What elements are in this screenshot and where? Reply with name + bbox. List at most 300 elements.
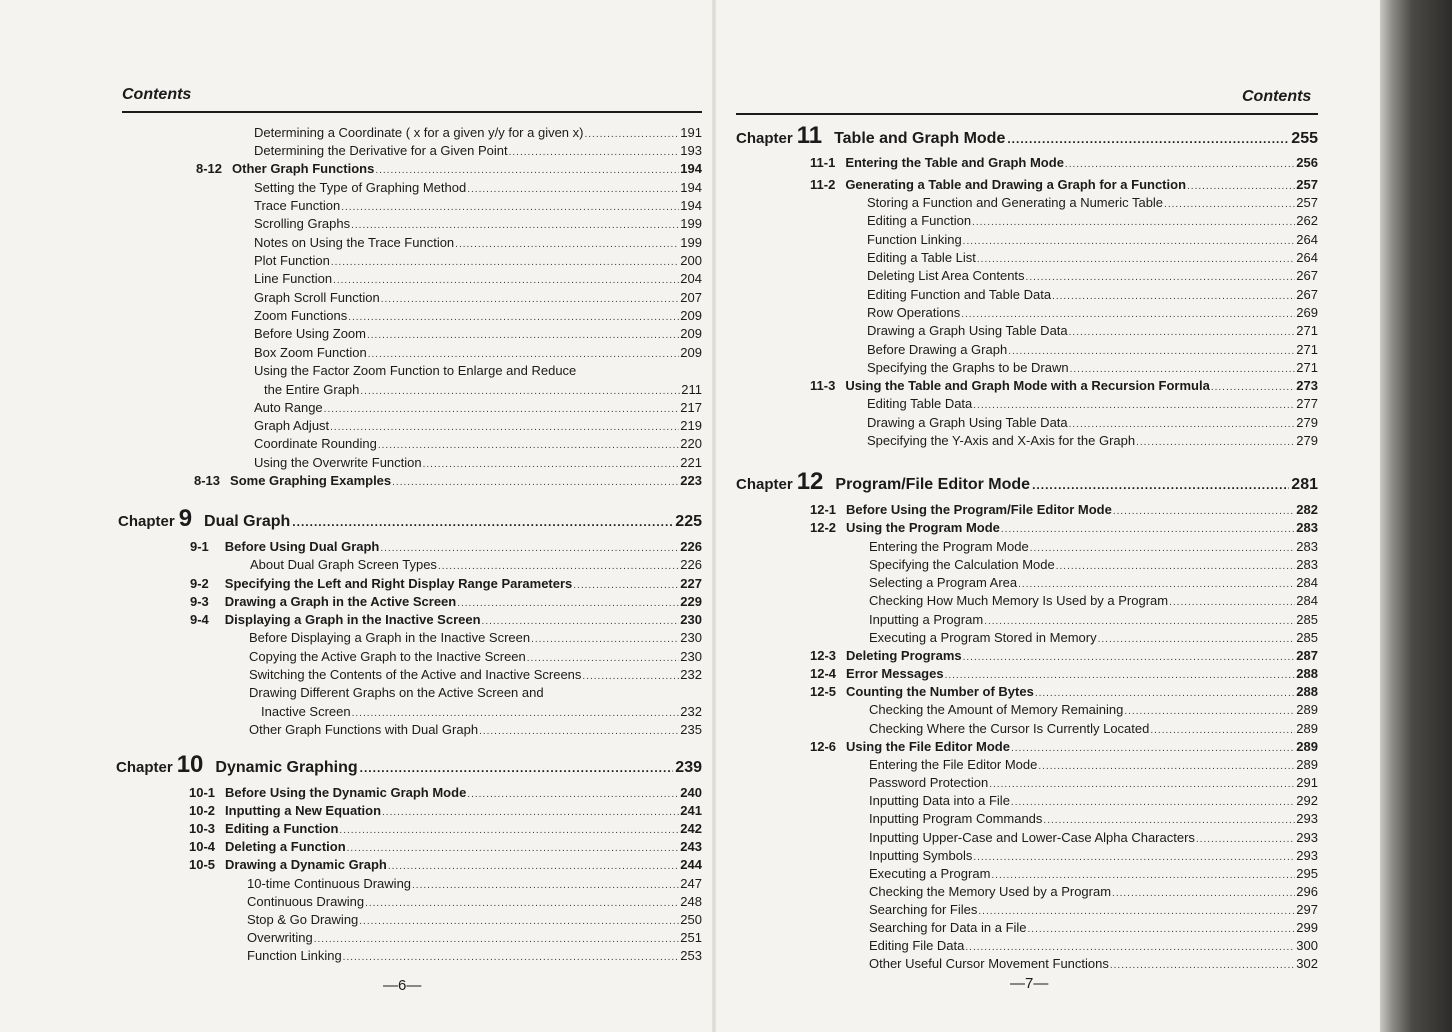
entry-title: Checking Where the Cursor Is Currently Located [869,721,1150,736]
entry-title: the Entire Graph [264,382,360,397]
page-ref: 194 [680,198,702,213]
page-ref: 283 [1296,520,1318,535]
section-number: 11-1 [810,155,836,170]
leader-dots [360,761,674,775]
leader-dots [1052,291,1295,302]
toc-entry [869,848,1318,863]
entry-title: Displaying a Graph in the Inactive Screen [224,612,481,627]
toc-entry [867,213,1318,228]
toc-section [189,839,702,854]
section-number: 9-1 [190,539,209,554]
leader-dots [314,934,680,945]
leader-dots [945,670,1296,681]
section-number: 11-2 [810,177,836,192]
leader-dots [348,312,679,323]
entry-title: Determining a Coordinate ( x for a given y/y for a given x) [254,125,584,140]
page-ref: 285 [1296,612,1318,627]
page-ref: 209 [680,326,702,341]
page-ref: 204 [680,271,702,286]
page-number: —7— [1010,975,1049,992]
page-ref: 257 [1296,195,1318,210]
chapter-heading [736,468,1318,496]
page-ref: 277 [1296,396,1318,411]
page-ref: 269 [1296,305,1318,320]
section-number: 10-5 [189,857,216,872]
leader-dots [978,906,1295,917]
toc-entry [247,894,702,909]
page-ref: 295 [1296,866,1318,881]
chapter-heading [116,751,702,779]
section-number: 10-4 [189,839,216,854]
toc-entry [254,290,702,305]
toc-entry [247,948,702,963]
entry-title: Coordinate Rounding [254,436,377,451]
entry-title: Editing Table Data [867,396,973,411]
toc-entry [247,876,702,891]
page-header: Contents [122,86,192,103]
entry-title: Function Linking [247,948,342,963]
toc-entry [867,268,1318,283]
leader-dots [341,202,679,213]
entry-title: Drawing a Graph Using Table Data [867,415,1068,430]
page-ref: 230 [680,649,702,664]
page-ref: 271 [1296,323,1318,338]
toc-entry-wrap: Using the Factor Zoom Function to Enlarge and Reduce [254,363,577,378]
leader-dots [412,880,679,891]
page-ref: 226 [680,557,702,572]
entry-title: Entering the Table and Graph Mode [845,155,1064,170]
leader-dots [1026,272,1296,283]
page-ref: 230 [680,630,702,645]
section-number: 12-1 [810,502,837,517]
toc-entry [254,143,702,158]
entry-title: Editing a Function [225,821,339,836]
page-ref: 283 [1296,557,1318,572]
toc-entry [869,830,1318,845]
leader-dots [573,580,679,591]
entry-title: About Dual Graph Screen Types [250,557,437,572]
right-page [716,0,1380,1032]
leader-dots [1032,478,1289,492]
book-edge-shadow [1380,0,1452,1032]
entry-title: Setting the Type of Graphing Method [254,180,467,195]
page-ref: 225 [675,513,702,530]
leader-dots [1187,181,1295,192]
page-ref: 284 [1296,593,1318,608]
leader-dots [1069,327,1296,338]
chapter-number: 11 [796,122,823,149]
entry-title: Trace Function [254,198,341,213]
entry-title: Inputting a New Equation [225,803,382,818]
leader-dots [1196,834,1295,845]
page-ref: 271 [1296,360,1318,375]
entry-title: Searching for Files [869,902,978,917]
page-ref: 293 [1296,830,1318,845]
section-number: 9-4 [190,612,209,627]
toc-section [190,594,702,609]
leader-dots [1150,725,1295,736]
entry-title: Determining the Derivative for a Given Point [254,143,508,158]
page-ref: 292 [1296,793,1318,808]
leader-dots [365,898,679,909]
page-number: —6— [383,977,422,994]
toc-entry [869,593,1318,608]
entry-title: Specifying the Y-Axis and X-Axis for the Graph [867,433,1136,448]
leader-dots [482,616,680,627]
leader-dots [392,477,679,488]
page-ref: 282 [1296,502,1318,517]
page-ref: 248 [680,894,702,909]
entry-title: Before Using Zoom [254,326,366,341]
entry-title: Selecting a Program Area [869,575,1018,590]
toc-entry [254,308,702,323]
leader-dots [991,870,1295,881]
leader-dots [1164,199,1295,210]
toc-entry [867,396,1318,411]
entry-title: Scrolling Graphs [254,216,351,231]
entry-title: Deleting List Area Contents [867,268,1025,283]
page-ref: 289 [1296,757,1318,772]
leader-dots [343,952,680,963]
toc-entry [869,721,1318,736]
toc-section [189,821,702,836]
toc-entry [249,630,702,645]
leader-dots [973,400,1295,411]
toc-entry [869,702,1318,717]
leader-dots [1011,743,1295,754]
leader-dots [1007,132,1289,146]
toc-entry [869,539,1318,554]
page-ref: 232 [680,704,702,719]
entry-title: Zoom Functions [254,308,348,323]
entry-title: Inputting Data into a File [869,793,1010,808]
page-ref: 289 [1296,721,1318,736]
toc-entry [869,956,1318,971]
leader-dots [973,852,1295,863]
page-ref: 209 [680,308,702,323]
toc-entry [869,557,1318,572]
entry-title: Drawing a Graph Using Table Data [867,323,1068,338]
page-ref: 229 [680,594,702,609]
leader-dots [527,653,680,664]
page-ref: 293 [1296,848,1318,863]
toc-entry [254,253,702,268]
toc-entry [249,667,702,682]
toc-entry [869,575,1318,590]
leader-dots [963,236,1296,247]
page-ref: 191 [680,125,702,140]
entry-title: Editing Function and Table Data [867,287,1052,302]
leader-dots [1110,960,1295,971]
leader-dots [531,634,679,645]
chapter-title: Dynamic Graphing [215,759,358,776]
toc-section [189,857,702,872]
entry-title: Inputting Upper-Case and Lower-Case Alpha Characters [869,830,1195,845]
section-number: 10-3 [189,821,216,836]
entry-title: Before Using the Program/File Editor Mode [846,502,1112,517]
chapter-word: Chapter [736,476,793,493]
entry-title: Using the Table and Graph Mode with a Recursion Formula [845,378,1210,393]
section-number: 12-5 [810,684,837,699]
leader-dots [963,652,1296,663]
entry-title: Before Drawing a Graph [867,342,1008,357]
page-ref: 279 [1296,433,1318,448]
toc-entry [867,360,1318,375]
toc-entry [254,400,702,415]
entry-title: Row Operations [867,305,961,320]
page-ref: 200 [680,253,702,268]
toc-entry [867,232,1318,247]
entry-title: Some Graphing Examples [230,473,392,488]
leader-dots [965,942,1295,953]
chapter-title: Dual Graph [204,513,291,530]
leader-dots [584,129,679,140]
toc-section [189,785,702,800]
toc-section [810,502,1318,517]
toc-entry [250,557,702,572]
page-ref: 244 [680,857,702,872]
page-ref: 194 [680,161,702,176]
entry-title: Before Using the Dynamic Graph Mode [225,785,467,800]
leader-dots [331,257,679,268]
leader-dots [1211,382,1295,393]
page-ref: 232 [680,667,702,682]
toc-section [194,473,702,488]
toc-entry [869,793,1318,808]
page-ref: 235 [680,722,702,737]
entry-title: Editing a Function [867,213,972,228]
page-ref: 199 [680,235,702,250]
leader-dots [1136,437,1295,448]
leader-dots [1043,815,1295,826]
entry-title: Specifying the Calculation Mode [869,557,1055,572]
toc-entry [869,630,1318,645]
leader-dots [1008,346,1295,357]
leader-dots [324,404,680,415]
entry-title: Plot Function [254,253,330,268]
leader-dots [378,440,679,451]
toc-entry [869,811,1318,826]
toc-entry [254,216,702,231]
leader-dots [367,330,679,341]
section-number: 12-4 [810,666,837,681]
page-header: Contents [1242,88,1312,105]
leader-dots [351,220,679,231]
toc-entry [867,415,1318,430]
entry-title: Continuous Drawing [247,894,365,909]
page-ref: 293 [1296,811,1318,826]
page-ref: 256 [1296,155,1318,170]
page-ref: 283 [1296,539,1318,554]
leader-dots [984,616,1295,627]
entry-title: 10-time Continuous Drawing [247,876,412,891]
leader-dots [1112,888,1295,899]
leader-dots [455,239,679,250]
toc-entry [254,326,702,341]
toc-entry [249,649,702,664]
chapter-word: Chapter [736,130,793,147]
toc-entry [254,125,702,140]
entry-title: Deleting a Function [225,839,346,854]
entry-title: Overwriting [247,930,313,945]
page-ref: 287 [1296,648,1318,663]
entry-title: Drawing a Dynamic Graph [225,857,387,872]
toc-entry [867,250,1318,265]
toc-entry [869,775,1318,790]
page-ref: 255 [1291,130,1318,147]
toc-entry [254,436,702,451]
toc-entry [254,345,702,360]
toc-entry [867,305,1318,320]
entry-title: Graph Adjust [254,418,330,433]
toc-entry [867,323,1318,338]
leader-dots [381,294,680,305]
leader-dots [582,671,679,682]
entry-title: Executing a Program Stored in Memory [869,630,1097,645]
leader-dots [333,275,679,286]
leader-dots [467,184,679,195]
chapter-word: Chapter [116,759,173,776]
entry-title: Before Displaying a Graph in the Inactive Screen [249,630,531,645]
entry-title: Using the Program Mode [846,520,1000,535]
section-number: 12-3 [810,648,837,663]
entry-title: Editing File Data [869,938,965,953]
toc-section [190,539,702,554]
toc-entry [261,704,702,719]
leader-dots [368,349,680,360]
toc-entry [254,418,702,433]
toc-entry [869,612,1318,627]
page-ref: 253 [680,948,702,963]
entry-title: Editing a Table List [867,250,976,265]
entry-title: Inputting a Program [869,612,984,627]
toc-section [810,666,1318,681]
toc-entry [869,902,1318,917]
toc-entry [254,180,702,195]
entry-title: Inputting Symbols [869,848,973,863]
toc-entry [869,757,1318,772]
chapter-number: 12 [796,468,824,495]
page-ref: 227 [680,576,702,591]
toc-section [810,739,1318,754]
leader-dots [1030,543,1296,554]
toc-entry [254,271,702,286]
leader-dots [330,422,679,433]
entry-title: Using the Overwrite Function [254,455,422,470]
entry-title: Searching for Data in a File [869,920,1027,935]
leader-dots [352,708,680,719]
leader-dots [382,807,679,818]
entry-title: Deleting Programs [846,648,962,663]
toc-entry [869,866,1318,881]
entry-title: Drawing a Graph in the Active Screen [224,594,457,609]
page-ref: 291 [1296,775,1318,790]
chapter-title: Program/File Editor Mode [835,476,1031,493]
page-ref: 262 [1296,213,1318,228]
page-ref: 296 [1296,884,1318,899]
leader-dots [347,843,680,854]
page-ref: 193 [680,143,702,158]
page-ref: 281 [1291,476,1318,493]
page-ref: 209 [680,345,702,360]
page-ref: 279 [1296,415,1318,430]
leader-dots [1028,924,1296,935]
page-ref: 242 [680,821,702,836]
page-ref: 251 [680,930,702,945]
chapter-word: Chapter [118,513,175,530]
chapter-heading [736,122,1318,150]
leader-dots [380,543,679,554]
page-ref: 271 [1296,342,1318,357]
toc-entry [264,382,702,397]
header-rule [122,111,702,113]
entry-title: Notes on Using the Trace Function [254,235,455,250]
leader-dots [457,598,679,609]
toc-entry [247,912,702,927]
toc-section [810,378,1318,393]
entry-title: Entering the File Editor Mode [869,757,1038,772]
entry-title: Specifying the Graphs to be Drawn [867,360,1069,375]
page-ref: 267 [1296,268,1318,283]
toc-section [810,520,1318,535]
entry-title: Function Linking [867,232,962,247]
page-ref: 207 [680,290,702,305]
entry-title: Copying the Active Graph to the Inactive Screen [249,649,526,664]
toc-section [196,161,702,176]
leader-dots [1124,706,1295,717]
page-ref: 284 [1296,575,1318,590]
entry-title: Checking How Much Memory Is Used by a Program [869,593,1169,608]
page-ref: 267 [1296,287,1318,302]
chapter-heading [118,505,702,533]
leader-dots [438,561,679,572]
entry-title: Error Messages [846,666,944,681]
entry-title: Auto Range [254,400,323,415]
entry-title: Other Graph Functions with Dual Graph [249,722,479,737]
chapter-title: Table and Graph Mode [834,130,1006,147]
page-ref: 300 [1296,938,1318,953]
page-ref: 264 [1296,250,1318,265]
toc-entry-wrap: Drawing Different Graphs on the Active Screen and [249,685,544,700]
page-ref: 297 [1296,902,1318,917]
toc-entry [249,722,702,737]
page-ref: 217 [680,400,702,415]
section-number: 11-3 [810,378,836,393]
page-ref: 240 [680,785,702,800]
leader-dots [479,726,679,737]
chapter-number: 10 [176,751,204,778]
page-ref: 288 [1296,666,1318,681]
page-ref: 288 [1296,684,1318,699]
leader-dots [292,515,673,529]
entry-title: Switching the Contents of the Active and Inactive Screens [249,667,582,682]
entry-title: Other Useful Cursor Movement Functions [869,956,1109,971]
leader-dots [1038,761,1295,772]
section-number: 9-3 [190,594,209,609]
page-ref: 299 [1296,920,1318,935]
leader-dots [388,861,679,872]
leader-dots [989,779,1295,790]
page-ref: 199 [680,216,702,231]
page-ref: 220 [680,436,702,451]
leader-dots [509,147,680,158]
page-ref: 223 [680,473,702,488]
toc-section [189,803,702,818]
leader-dots [1011,797,1295,808]
page-ref: 194 [680,180,702,195]
page-ref: 243 [680,839,702,854]
entry-title: Counting the Number of Bytes [846,684,1034,699]
